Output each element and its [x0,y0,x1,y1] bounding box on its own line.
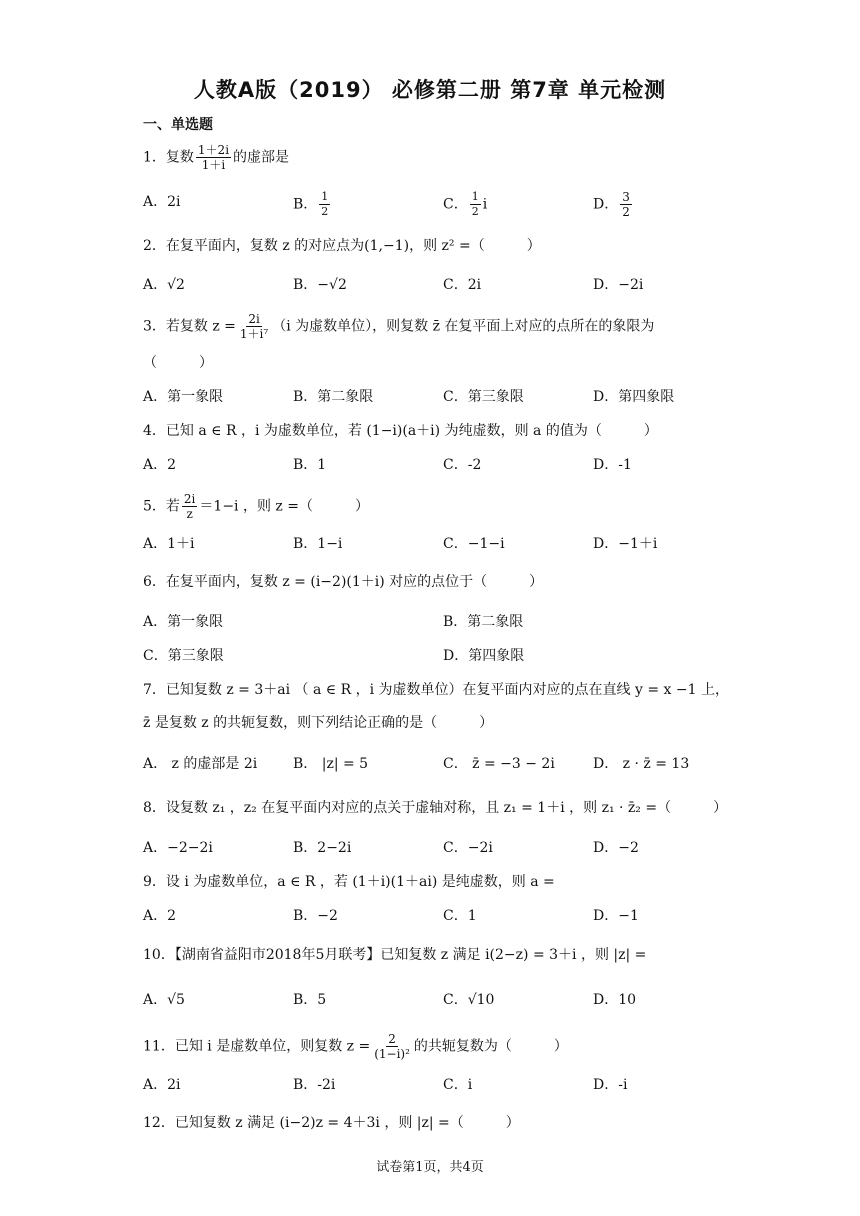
page-title: 人教A版（2019） 必修第二册 第7章 单元检测 [193,78,667,102]
option-d: D．−2 [593,840,639,856]
option-a: A．2i [143,194,181,210]
option-b: B．第二象限 [293,389,374,405]
question-3: 3．若复数 z = $\frac{2i}{\text{1＋i⁷}}$ （i 为虚数单位），则复数 z̄ 在复平面上对应的点所在的象限为 [143,312,655,341]
option-b: B．2−2i [293,840,352,856]
option-c: C．1 [443,908,477,924]
question-7-line2: z̄ 是复数 z 的共轭复数，则下列结论正确的是（ ） [143,715,494,731]
option-b: B．1 [293,457,327,473]
option-a: A．−2−2i [143,840,213,856]
question-3-options [143,385,723,409]
option-c: C．第三象限 [143,648,224,664]
option-d: D． z · z̄ = 13 [593,756,690,772]
question-5: 5．若 $\frac{2i}{z}$ ＝1−i ，则 z =（ ） [143,492,369,521]
question-5-options [143,532,723,556]
question-1 [143,143,743,172]
question-12: 12．已知复数 z 满足 (i−2)z = 4＋3i ，则 |z| =（ ） [143,1115,520,1131]
option-d: D．-i [593,1077,628,1093]
question-10: 10．【湖南省益阳市2018年5月联考】已知复数 z 满足 i(2−z) = 3＋i ，则 |z| = [143,947,647,963]
option-d: D．第四象限 [443,648,525,664]
option-a: A．√5 [143,992,185,1008]
option-b: B．1−i [293,536,343,552]
question-1-fraction: $\frac{1+2i}{1+i}$ [197,143,230,172]
option-a: A．第一象限 [143,614,224,630]
question-5-fraction: $\frac{2i}{z}$ [183,492,196,521]
option-a: A．√2 [143,277,185,293]
question-3-fraction: $\frac{2i}{\text{1＋i⁷}}$ [239,312,269,341]
option-c: C． z̄ = −3 − 2i [443,756,555,772]
question-9-options [143,904,723,928]
option-c: C． $\frac{1}{2}$ i [443,190,488,218]
question-3-paren: （ ） [143,355,213,371]
option-c: C．√10 [443,992,495,1008]
option-b: B．−√2 [293,277,347,293]
question-6-options-row1 [143,610,723,634]
option-a: A．2 [143,457,177,473]
option-d: D．−2i [593,277,644,293]
option-a: A．2 [143,908,177,924]
option-b: B．第二象限 [443,614,524,630]
question-11-fraction: $\frac{2}{\text{(1−i)²}}$ [374,1032,410,1061]
option-d: D．第四象限 [593,389,675,405]
option-c: C．2i [443,277,482,293]
option-b: B．−2 [293,908,338,924]
option-b: B． |z| = 5 [293,756,369,772]
option-d: D． $\frac{3}{2}$ [593,190,630,219]
option-a: A． z 的虚部是 2i [143,756,258,772]
question-2: 2．在复平面内，复数 z 的对应点为(1,−1)，则 z² =（ ） [143,238,541,254]
option-a: A．1＋i [143,536,195,552]
question-11-options [143,1073,723,1097]
question-8-options [143,836,723,860]
question-4-options [143,453,723,477]
question-6-options-row2 [143,644,723,668]
option-d: D．10 [593,992,637,1008]
question-8: 8．设复数 z₁ ，z₂ 在复平面内对应的点关于虚轴对称，且 z₁ = 1＋i ，则 z₁ · z̄₂ =（ ） [143,800,728,816]
option-c: C．−2i [443,840,493,856]
option-d: D．-1 [593,457,632,473]
section-heading: 一、单选题 [143,117,213,133]
question-1-prefix: 1．复数 [143,149,194,166]
option-c: C．−1−i [443,536,505,552]
question-9: 9．设 i 为虚数单位，a ∈ R ，若 (1＋i)(1＋ai) 是纯虚数，则 a = [143,874,555,890]
question-1-suffix: 的虚部是 [233,149,290,166]
question-10-options [143,988,723,1012]
option-b: B． $\frac{1}{2}$ [293,190,329,218]
option-b: B．-2i [293,1077,336,1093]
option-a: A．第一象限 [143,389,224,405]
question-7-options [143,752,723,776]
option-d: D．−1＋i [593,536,658,552]
question-1-options [143,190,723,219]
question-6: 6．在复平面内，复数 z = (i−2)(1＋i) 对应的点位于（ ） [143,574,544,590]
question-4: 4．已知 a ∈ R ，i 为虚数单位，若 (1−i)(a＋i) 为纯虚数，则 a 的值为（ ） [143,423,658,439]
page-footer: 试卷第1页，共4页 [376,1160,484,1175]
option-a: A．2i [143,1077,181,1093]
option-c: C．第三象限 [443,389,524,405]
question-7-line1: 7．已知复数 z = 3＋ai （ a ∈ R ，i 为虚数单位）在复平面内对应的点在直线 y = x −1 上， [143,682,729,698]
option-d: D．−1 [593,908,639,924]
option-b: B．5 [293,992,327,1008]
question-2-options [143,273,723,297]
question-11: 11．已知 i 是虚数单位，则复数 z = $\frac{2}{\text{(1−i)²}}$ 的共轭复数为（ ） [143,1032,568,1061]
option-c: C．-2 [443,457,482,473]
option-c: C．i [443,1077,473,1093]
